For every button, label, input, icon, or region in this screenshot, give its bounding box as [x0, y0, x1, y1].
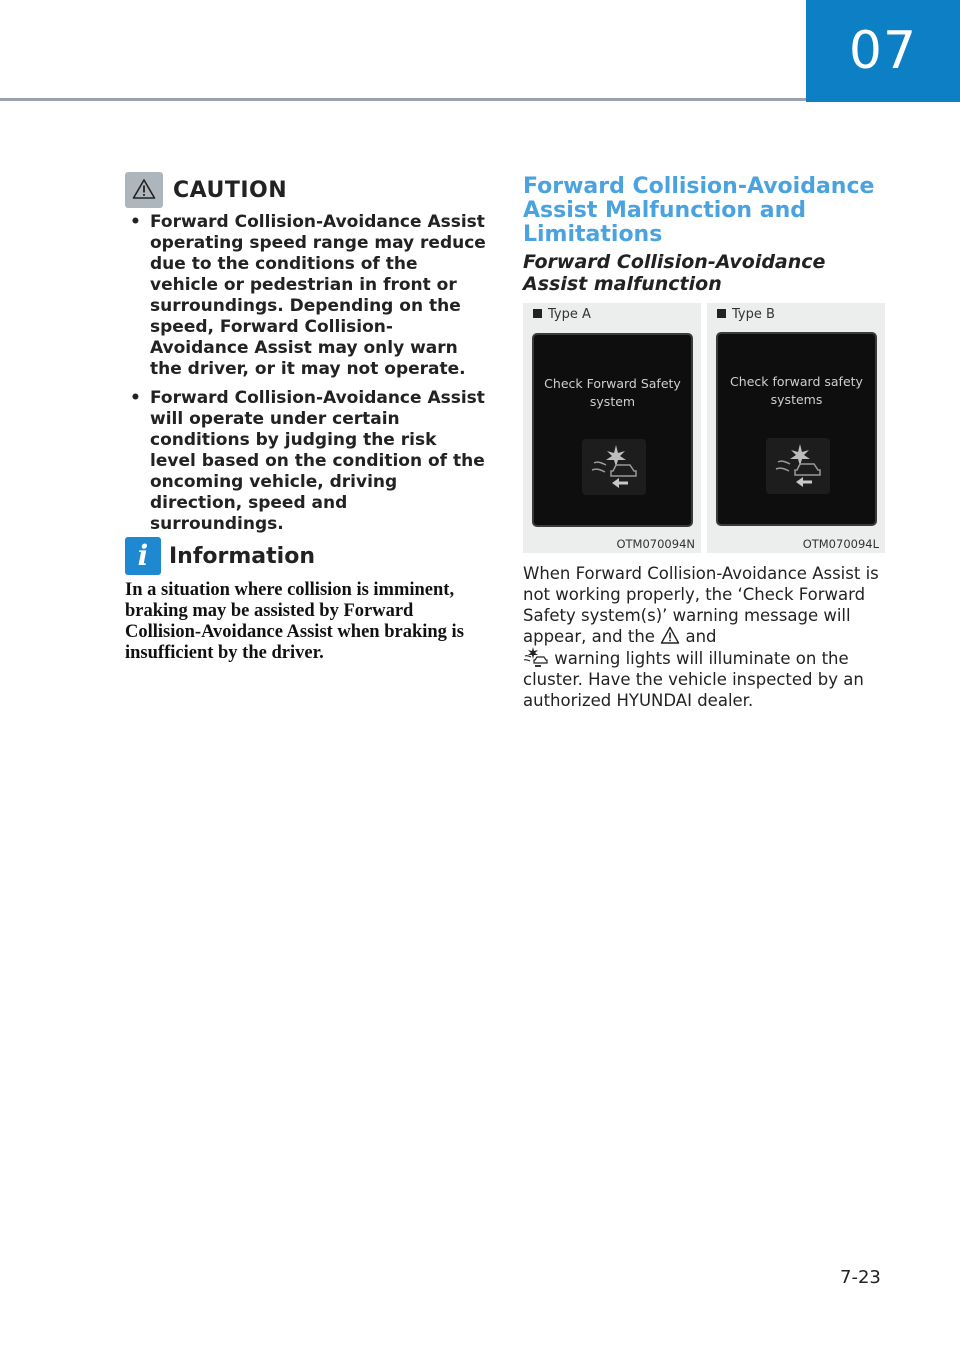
header-rule	[0, 98, 806, 101]
square-bullet-icon	[533, 309, 542, 318]
info-icon: i	[125, 537, 161, 575]
cluster-display	[532, 333, 693, 527]
figure-code: OTM070094L	[802, 537, 879, 551]
fca-warning-icon	[582, 439, 646, 495]
information-heading	[125, 537, 315, 575]
warning-triangle-icon	[660, 626, 680, 645]
figure-code: OTM070094N	[616, 537, 695, 551]
information-title: Information	[169, 543, 315, 569]
chapter-number-tab: 07	[806, 0, 960, 102]
warning-message: Check Forward Safety system	[544, 376, 681, 409]
fca-warning-icon	[766, 438, 830, 494]
fca-warning-light-icon	[523, 647, 549, 667]
cluster-display	[716, 332, 877, 526]
caution-item: • Forward Collision-Avoidance Assist operating speed range may reduce due to the conditions of the vehicle or pedestrian in front or surroundings. Depending on the speed, Forward Collision-Avoidance Assist may only warn the driver, or it may not operate.	[130, 212, 486, 380]
warning-message: Check forward safety systems	[730, 374, 863, 407]
caution-item: • Forward Collision-Avoidance Assist will operate under certain conditions by judging the risk level based on the condition of the oncoming vehicle, driving direction, speed and surroundings.	[130, 388, 486, 535]
figure-type-label: Type B	[717, 307, 775, 322]
caution-list	[130, 212, 486, 543]
caution-heading	[125, 172, 287, 208]
figure-type-b	[707, 303, 885, 553]
caution-title: CAUTION	[173, 177, 288, 203]
caution-icon	[125, 172, 163, 208]
information-body: In a situation where collision is imminent, braking may be assisted by Forward Collision-Avoidance Assist when braking is insufficient by the driver.	[125, 580, 464, 663]
figure-type-a	[523, 303, 701, 553]
section-title: Forward Collision-Avoidance Assist Malfunction and Limitations	[523, 174, 875, 247]
section-subtitle: Forward Collision-Avoidance Assist malfunction	[523, 251, 826, 295]
square-bullet-icon	[717, 309, 726, 318]
malfunction-description: When Forward Collision-Avoidance Assist is not working properly, the ‘Check Forward Safety system(s)’ warning message will appear, and the and warning lights will illuminate on the cluster. Have the vehicle inspected by an authorized HYUNDAI dealer.	[523, 564, 879, 710]
page-number: 7-23	[840, 1267, 881, 1288]
figure-type-label: Type A	[533, 307, 591, 322]
